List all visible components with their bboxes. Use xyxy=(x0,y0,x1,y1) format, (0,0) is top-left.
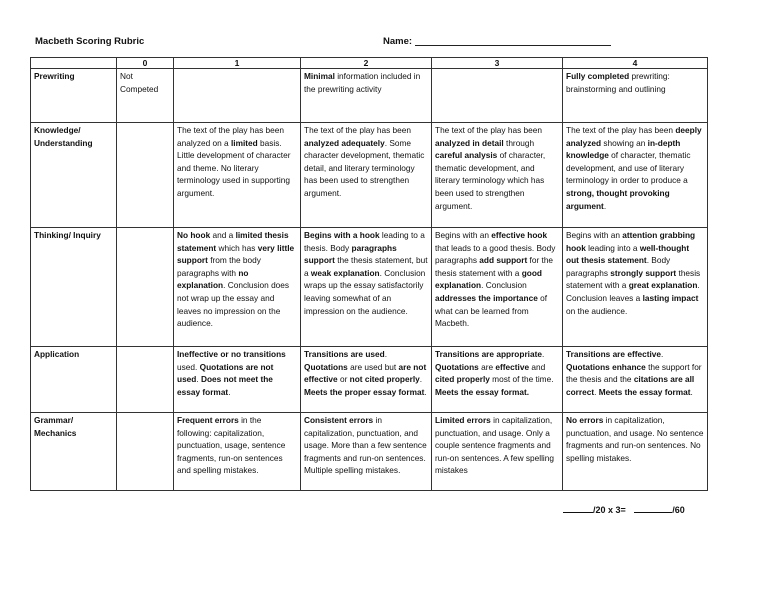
cell-text: are used but xyxy=(347,361,399,372)
cell-text: and xyxy=(529,361,546,372)
rubric-cell xyxy=(432,413,563,491)
score-total-text: /60 xyxy=(672,505,685,515)
cell-text: used. xyxy=(177,361,200,372)
cell-text: showing an xyxy=(601,137,648,148)
rubric-cell xyxy=(117,347,174,413)
rubric-row-knowledge xyxy=(31,123,708,228)
rubric-cell xyxy=(174,69,301,123)
cell-text: Not Competed xyxy=(120,71,159,94)
cell-text: and a xyxy=(210,230,236,240)
cell-text: . Some character development, thematic detail, and literary terminology has been used to strengthen argument. xyxy=(304,137,425,198)
rubric-title: Macbeth Scoring Rubric xyxy=(35,36,145,47)
cell-text-bold: lasting impact xyxy=(642,292,699,303)
score-header-4: 4 xyxy=(563,58,708,69)
cell-text: The text of the play has been xyxy=(566,125,676,135)
cell-text: most of the time. xyxy=(489,374,554,385)
score-header-3: 3 xyxy=(432,58,563,69)
score-multiplier-text: /20 x 3= xyxy=(593,505,626,515)
cell-text: that leads to a good thesis. Body paragraphs xyxy=(435,242,556,266)
rubric-cell xyxy=(301,413,432,491)
cell-text-bold: paragraphs support xyxy=(304,242,397,266)
rubric-cell xyxy=(117,413,174,491)
criterion-label: Prewriting xyxy=(31,69,117,123)
cell-text: from the body paragraphs with xyxy=(177,255,261,278)
cell-text: The text of the play has been xyxy=(435,125,543,135)
cell-text: of what can be learned from Macbeth. xyxy=(435,292,548,329)
score-total xyxy=(563,503,685,515)
cell-text: of character, thematic development, and literary terminology which has been used to strengthen argument. xyxy=(435,150,546,211)
cell-text-bold: No hook xyxy=(177,230,211,240)
cell-text-bold: Ineffective or no transitions xyxy=(177,349,286,359)
cell-text-bold: Minimal xyxy=(304,71,335,81)
cell-text-bold: citations are all correct xyxy=(566,374,695,397)
cell-text: the support for the thesis and the xyxy=(566,361,702,385)
scoring-rubric-table xyxy=(30,57,708,491)
rubric-cell xyxy=(563,228,708,347)
cell-text-bold: Quotations xyxy=(435,361,479,372)
cell-text-bold: Transitions are appropriate xyxy=(435,349,542,359)
cell-text-bold: Meets the proper essay format xyxy=(304,386,425,397)
rubric-cell xyxy=(117,123,174,228)
cell-text-bold: analyzed adequately xyxy=(304,137,385,148)
cell-text: which has xyxy=(216,242,258,253)
rubric-cell xyxy=(432,347,563,413)
cell-text-bold: are not effective xyxy=(304,361,427,385)
cell-text: . Conclusion wraps up the essay satisfactorily leaving somewhat of an impression on the audience. xyxy=(304,267,426,316)
cell-text-bold: effective hook xyxy=(491,230,548,240)
cell-text-bold: Fully completed xyxy=(566,71,630,81)
cell-text: . xyxy=(661,349,664,359)
cell-text: for the thesis statement with a xyxy=(435,255,554,278)
rubric-row-prewriting xyxy=(31,69,708,123)
name-label: Name: xyxy=(383,36,413,47)
cell-text-bold: great explanation xyxy=(628,280,698,291)
cell-text: . xyxy=(196,374,201,385)
cell-text-bold: add support xyxy=(479,255,528,266)
cell-text-bold: well-thought out thesis statement xyxy=(566,242,690,266)
cell-text: of character, thematic development, and use of literary terminology in order to produce a xyxy=(566,150,691,186)
cell-text-bold: Quotations are not used xyxy=(177,361,274,385)
score-header-1: 1 xyxy=(174,58,301,69)
cell-text-bold: No errors xyxy=(566,415,604,425)
criterion-label: Application xyxy=(31,347,117,413)
criterion-label: Knowledge/ Understanding xyxy=(31,123,117,228)
cell-text-bold: weak explanation xyxy=(310,267,380,278)
cell-text: . xyxy=(594,386,599,397)
criterion-label: Thinking/ Inquiry xyxy=(31,228,117,347)
cell-text-bold: Quotations enhance xyxy=(566,361,646,372)
cell-text: . Conclusion leaves a xyxy=(566,280,700,303)
cell-text: . xyxy=(419,374,423,385)
score-blank-line xyxy=(563,503,593,513)
rubric-cell xyxy=(432,123,563,228)
cell-text-bold: Quotations xyxy=(304,361,348,372)
cell-text: . Body paragraphs xyxy=(566,255,671,278)
rubric-cell xyxy=(563,123,708,228)
cell-text: leading to a thesis. Body xyxy=(304,230,425,253)
cell-text-bold: limited xyxy=(230,137,258,148)
cell-text-bold: Frequent errors xyxy=(177,415,239,425)
rubric-cell xyxy=(432,69,563,123)
rubric-cell xyxy=(563,347,708,413)
cell-text-bold: good explanation xyxy=(435,267,542,291)
rubric-cell xyxy=(563,69,708,123)
cell-text: Begins with an xyxy=(435,230,492,240)
score-header-0: 0 xyxy=(117,58,174,69)
cell-text: the thesis statement, but a xyxy=(304,255,428,278)
cell-text-bold: cited properly xyxy=(435,374,490,385)
cell-text: basis. Little development of character and theme. No literary terminology used in supporting argument. xyxy=(177,137,291,198)
cell-text-bold: attention grabbing hook xyxy=(566,230,696,253)
cell-text: . xyxy=(384,349,388,359)
cell-text-bold: Does not meet the essay format xyxy=(177,374,273,397)
cell-text: Begins with an xyxy=(566,230,623,240)
cell-text: through xyxy=(503,137,535,148)
cell-text: . xyxy=(541,349,545,359)
header-corner xyxy=(31,58,117,69)
name-blank-line xyxy=(415,45,611,46)
cell-text-bold: in-depth knowledge xyxy=(566,137,681,161)
rubric-cell xyxy=(174,413,301,491)
cell-text-bold: Transitions are effective xyxy=(566,349,661,359)
rubric-cell xyxy=(174,123,301,228)
rubric-cell xyxy=(174,347,301,413)
cell-text: information included in the prewriting activity xyxy=(304,71,421,94)
cell-text-bold: Meets the essay format xyxy=(598,386,691,397)
cell-text-bold: strongly support xyxy=(610,267,677,278)
cell-text: prewriting: brainstorming and outlining xyxy=(566,71,670,94)
rubric-cell xyxy=(301,228,432,347)
cell-text-bold: effective xyxy=(495,361,530,372)
criterion-label: Grammar/ Mechanics xyxy=(31,413,117,491)
cell-text-bold: analyzed in detail xyxy=(435,137,504,148)
cell-text: . Conclusion xyxy=(481,280,527,291)
rubric-cell xyxy=(174,228,301,347)
cell-text: . xyxy=(690,386,693,397)
cell-text-bold: Consistent errors xyxy=(304,415,374,425)
rubric-cell xyxy=(301,123,432,228)
score-header-2: 2 xyxy=(301,58,432,69)
rubric-cell xyxy=(301,69,432,123)
cell-text-bold: no explanation xyxy=(177,267,249,291)
total-blank-line xyxy=(634,503,672,513)
cell-text-bold: not cited properly xyxy=(349,374,420,385)
cell-text-bold: careful analysis xyxy=(435,150,498,161)
cell-text: on the audience. xyxy=(566,305,628,316)
header-row xyxy=(31,58,708,69)
cell-text: The text of the play has been analyzed on a xyxy=(177,125,285,148)
cell-text: in capitalization, punctuation, and usage. Only a couple sentence fragments and run-on sentences. A few spelling mistakes xyxy=(435,415,554,476)
rubric-cell xyxy=(432,228,563,347)
cell-text: . xyxy=(424,386,427,397)
cell-text: in capitalization, punctuation, and usage. More than a few sentence fragments and run-on sentences. Multiple spelling mistakes. xyxy=(304,415,427,476)
rubric-row-thinking xyxy=(31,228,708,347)
cell-text: . Conclusion does not wrap up the essay and leaves no impression on the audience. xyxy=(177,280,290,329)
cell-text: leading into a xyxy=(585,242,640,253)
cell-text-bold: Limited errors xyxy=(435,415,491,425)
cell-text-bold: limited thesis statement xyxy=(177,230,289,253)
cell-text: in the following: capitalization, punctuation, usage, sentence fragments, run-on sentences and spelling mistakes. xyxy=(177,415,286,476)
cell-text: . xyxy=(603,200,607,211)
rubric-cell xyxy=(301,347,432,413)
cell-text-bold: addresses the importance xyxy=(435,292,538,303)
cell-text-bold: Transitions are used xyxy=(304,349,385,359)
rubric-row-grammar xyxy=(31,413,708,491)
cell-text: are xyxy=(478,361,496,372)
cell-text: thesis statement with a xyxy=(566,267,701,291)
cell-text-bold: Begins with a hook xyxy=(304,230,380,240)
cell-text-bold: deeply analyzed xyxy=(566,125,702,148)
rubric-cell xyxy=(117,69,174,123)
cell-text: . xyxy=(228,386,231,397)
cell-text: The text of the play has been xyxy=(304,125,412,135)
rubric-row-application xyxy=(31,347,708,413)
rubric-cell xyxy=(117,228,174,347)
cell-text: in capitalization, punctuation, and usage. No sentence fragments and run-on sentences. No spelling mistakes. xyxy=(566,415,704,463)
cell-text-bold: very little support xyxy=(177,242,295,266)
cell-text-bold: Meets the essay format. xyxy=(435,386,530,397)
cell-text-bold: strong, thought provoking argument xyxy=(566,187,670,211)
rubric-cell xyxy=(563,413,708,491)
cell-text: or xyxy=(337,374,350,385)
